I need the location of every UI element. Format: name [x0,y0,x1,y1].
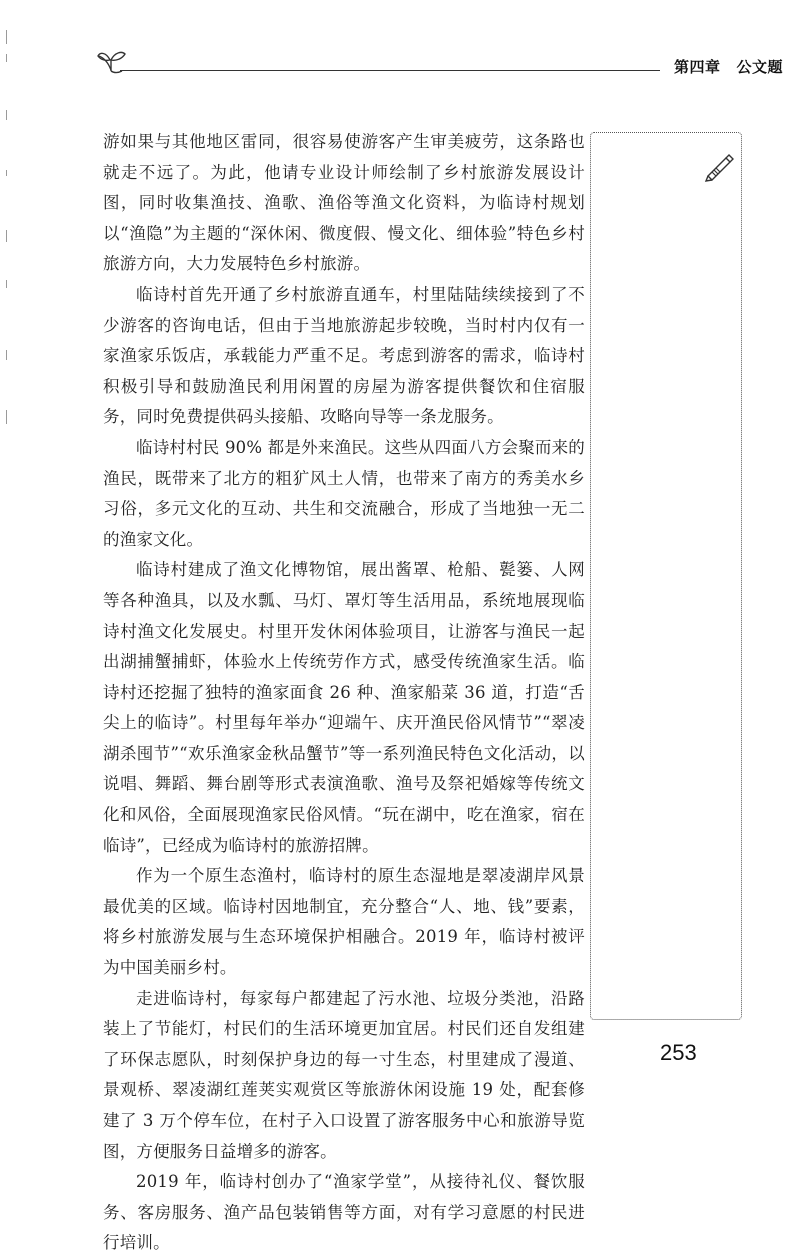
header-rule [120,70,660,71]
pen-icon [700,148,736,184]
notes-margin-box [590,132,742,1020]
paragraph-6: 走进临诗村，每家每户都建起了污水池、垃圾分类池，沿路装上了节能灯，村民们的生活环境更加宜居。村民们还自发组建了环保志愿队，时刻保护身边的每一寸生态，村里建成了漫道、景观桥、翠凌湖红莲荚实观赏区等旅游休闲设施 19 处，配套修建了 3 万个停车位，在村子入口设置了游客服务中心和旅游导览图，方便服务日益增多的游客。 [103,988,585,1161]
paragraph-1: 游如果与其他地区雷同，很容易使游客产生审美疲劳，这条路也就走不远了。为此，他请专业设计师绘制了乡村旅游发展设计图，同时收集渔技、渔歌、渔俗等渔文化资料，为临诗村规划以“渔隐”为主题的“深休闲、微度假、慢文化、细体验”特色乡村旅游方向，大力发展特色乡村旅游。 [103,132,585,274]
running-header [96,44,784,84]
page-number: 253 [660,1040,697,1065]
paragraph-7: 2019 年，临诗村创办了“渔家学堂”，从接待礼仪、餐饮服务、客房服务、渔产品包装销售等方面，对有学习意愿的村民进行培训。 [103,1172,585,1253]
paragraph-5: 作为一个原生态渔村，临诗村的原生态湿地是翠凌湖岸风景最优美的区域。临诗村因地制宜，充分整合“人、地、钱”要素，将乡村旅游发展与生态环境保护相融合。2019 年，临诗村被评为中国美丽乡村。 [103,866,585,978]
paragraph-2: 临诗村首先开通了乡村旅游直通车，村里陆陆续续接到了不少游客的咨询电话，但由于当地旅游起步较晚，当时村内仅有一家渔家乐饭店，承载能力严重不足。考虑到游客的需求，临诗村积极引导和鼓励渔民利用闲置的房屋为游客提供餐饮和住宿服务，同时免费提供码头接船、攻略向导等一条龙服务。 [103,284,585,427]
body-text [103,127,585,1259]
chapter-title [674,56,783,77]
binding-marks [6,30,10,470]
chapter-number: 第四章 [674,58,721,76]
paragraph-4: 临诗村建成了渔文化博物馆，展出酱罩、枪船、甏篓、人网等各种渔具，以及水瓢、马灯、罩灯等生活用品，系统地展现临诗村渔文化发展史。村里开发休闲体验项目，让游客与渔民一起出湖捕蟹捕虾，体验水上传统劳作方式，感受传统渔家生活。临诗村还挖掘了独特的渔家面食 26 种、渔家船菜 36 道，打造“舌尖上的临诗”。村里每年举办“迎端午、庆开渔民俗风情节”“翠凌湖杀囤节”“欢乐渔家金秋品蟹节”等一系列渔民特色文化活动，以说唱、舞蹈、舞台剧等形式表演渔歌、渔号及祭祀婚嫁等传统文化和风俗，全面展现渔家民俗风情。“玩在湖中，吃在渔家，宿在临诗”，已经成为临诗村的旅游招牌。 [103,560,585,855]
chapter-section: 公文题 [736,58,784,76]
paragraph-3: 临诗村村民 90% 都是外来渔民。这些从四面八方会聚而来的渔民，既带来了北方的粗犷风土人情，也带来了南方的秀美水乡习俗，多元文化的互动、共生和交流融合，形成了当地独一无二的渔家文化。 [103,437,585,549]
